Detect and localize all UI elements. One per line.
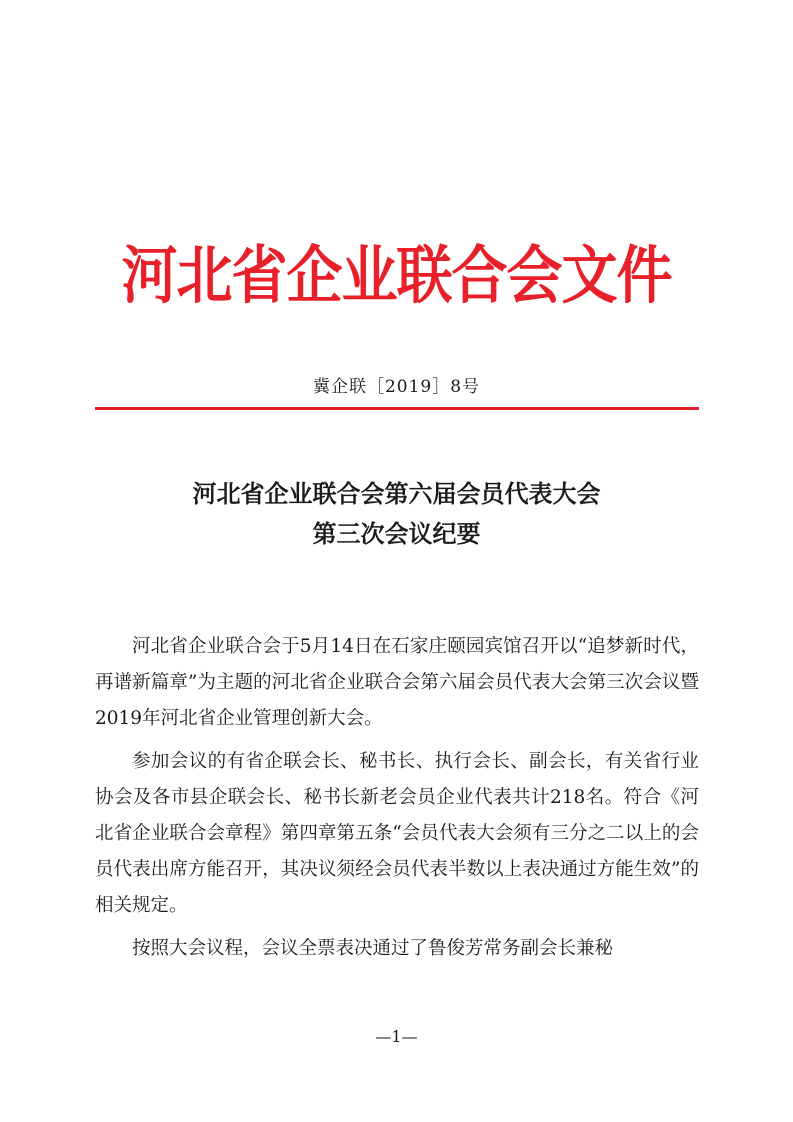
title-line-1: 河北省企业联合会第六届会员代表大会	[192, 479, 601, 508]
document-body	[95, 629, 699, 974]
document-masthead: 河北省企业联合会文件	[121, 239, 672, 313]
document-number: 冀企联［2019］8号	[312, 377, 481, 397]
document-title	[0, 474, 793, 554]
body-paragraph: 按照大会议程，会议全票表决通过了鲁俊芳常务副会长兼秘	[132, 938, 614, 959]
red-divider-line	[95, 407, 699, 410]
title-line-2: 第三次会议纪要	[312, 519, 481, 548]
body-paragraph: 河北省企业联合会于5月14日在石家庄颐园宾馆召开以“追梦新时代，再谱新篇章”为主题的河北省企业联合会第六届会员代表大会第三次会议暨2019年河北省企业管理创新大会。	[95, 636, 699, 729]
body-paragraph: 参加会议的有省企联会长、秘书长、执行会长、副会长，有关省行业协会及各市县企联会长、秘书长新老会员企业代表共计218名。符合《河北省企业联合会章程》第四章第五条“会员代表大会须有三分之二以上的会员代表出席方能召开，其决议须经会员代表半数以上表决通过方能生效”的相关规定。	[95, 751, 699, 916]
page-number: —1—	[375, 1027, 418, 1046]
